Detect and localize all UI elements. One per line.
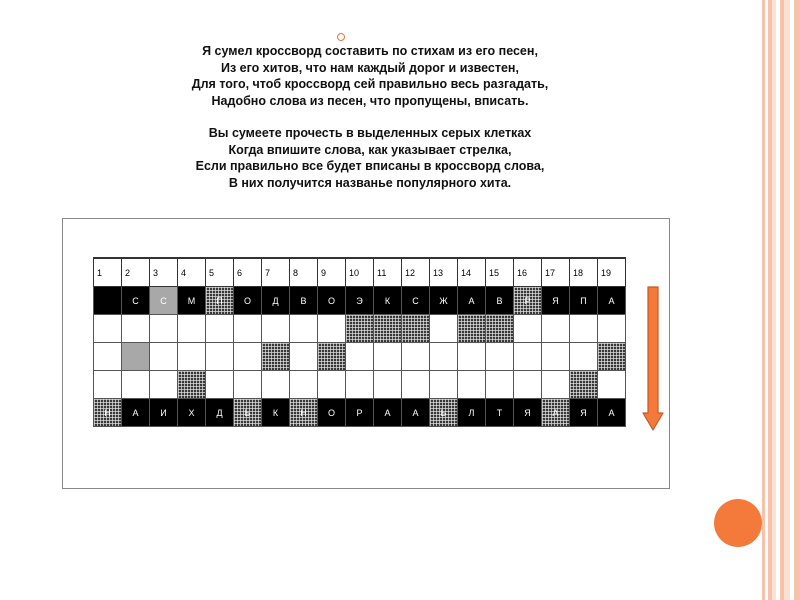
poem-line: В них получится названье популярного хита. <box>228 175 512 190</box>
crossword-cell[interactable] <box>262 315 290 343</box>
column-number: 7 <box>262 258 290 287</box>
crossword-cell[interactable]: К <box>262 399 290 427</box>
crossword-cell[interactable] <box>346 315 374 343</box>
column-number: 8 <box>290 258 318 287</box>
crossword-cell[interactable]: О <box>318 287 346 315</box>
poem-text <box>100 43 640 191</box>
crossword-cell[interactable] <box>542 315 570 343</box>
right-stripe-decoration <box>762 0 800 600</box>
crossword-cell[interactable] <box>374 343 402 371</box>
column-number: 2 <box>122 258 150 287</box>
crossword-cell[interactable] <box>430 343 458 371</box>
crossword-cell[interactable] <box>290 343 318 371</box>
crossword-cell[interactable]: П <box>206 287 234 315</box>
crossword-cell[interactable] <box>570 343 598 371</box>
grid-row <box>94 371 626 399</box>
column-number: 9 <box>318 258 346 287</box>
crossword-cell[interactable]: А <box>458 287 486 315</box>
crossword-cell[interactable] <box>514 315 542 343</box>
crossword-cell[interactable]: Я <box>570 399 598 427</box>
crossword-cell[interactable]: Ж <box>430 287 458 315</box>
column-number: 18 <box>570 258 598 287</box>
crossword-grid <box>93 257 626 427</box>
crossword-cell[interactable] <box>262 343 290 371</box>
crossword-cell[interactable]: Н <box>290 399 318 427</box>
crossword-cell[interactable]: Д <box>206 399 234 427</box>
stanza-gap <box>100 109 640 125</box>
crossword-cell[interactable]: Р <box>514 287 542 315</box>
orange-circle-icon <box>714 499 762 547</box>
grid-row <box>94 315 626 343</box>
crossword-cell[interactable] <box>374 371 402 399</box>
column-number: 11 <box>374 258 402 287</box>
crossword-cell[interactable]: Ь <box>234 399 262 427</box>
crossword-cell[interactable] <box>402 315 430 343</box>
crossword-cell[interactable] <box>542 371 570 399</box>
crossword-cell[interactable] <box>598 315 626 343</box>
crossword-cell[interactable] <box>122 371 150 399</box>
crossword-cell[interactable] <box>94 371 122 399</box>
crossword-cell[interactable] <box>458 371 486 399</box>
crossword-cell[interactable]: М <box>178 287 206 315</box>
column-number: 14 <box>458 258 486 287</box>
crossword-cell[interactable] <box>178 343 206 371</box>
crossword-cell[interactable] <box>122 315 150 343</box>
crossword-cell[interactable] <box>94 287 122 315</box>
crossword-cell[interactable]: К <box>374 287 402 315</box>
poem-line: Вы сумеете прочесть в выделенных серых клетках <box>208 126 532 140</box>
crossword-cell[interactable] <box>150 371 178 399</box>
crossword-cell[interactable] <box>542 343 570 371</box>
crossword-cell[interactable]: А <box>402 399 430 427</box>
crossword-cell[interactable] <box>206 371 234 399</box>
crossword-cell[interactable]: Т <box>486 399 514 427</box>
crossword-cell[interactable] <box>318 315 346 343</box>
column-number: 10 <box>346 258 374 287</box>
crossword-cell[interactable]: И <box>150 399 178 427</box>
circle-bullet-icon <box>337 33 345 41</box>
crossword-cell[interactable] <box>514 343 542 371</box>
crossword-cell[interactable] <box>150 315 178 343</box>
column-number: 16 <box>514 258 542 287</box>
crossword-cell[interactable]: В <box>290 287 318 315</box>
crossword-cell[interactable]: Д <box>262 287 290 315</box>
crossword-cell[interactable]: А <box>542 399 570 427</box>
crossword-cell[interactable]: О <box>234 287 262 315</box>
crossword-cell[interactable] <box>178 315 206 343</box>
column-number: 6 <box>234 258 262 287</box>
crossword-cell[interactable] <box>402 371 430 399</box>
crossword-cell[interactable]: Р <box>346 399 374 427</box>
crossword-cell[interactable] <box>458 343 486 371</box>
poem-line: Надобно слова из песен, что пропущены, вписать. <box>211 93 529 108</box>
crossword-cell[interactable]: А <box>122 399 150 427</box>
crossword-cell[interactable] <box>374 315 402 343</box>
crossword-cell[interactable] <box>430 371 458 399</box>
crossword-cell[interactable] <box>514 371 542 399</box>
crossword-cell[interactable] <box>598 371 626 399</box>
grid-row <box>94 287 626 315</box>
crossword-cell[interactable]: А <box>598 399 626 427</box>
column-number-row <box>94 258 626 287</box>
grid-row <box>94 343 626 371</box>
crossword-cell[interactable] <box>458 315 486 343</box>
crossword-cell[interactable]: Х <box>178 399 206 427</box>
crossword-cell[interactable] <box>346 371 374 399</box>
crossword-cell[interactable] <box>234 343 262 371</box>
crossword-cell[interactable]: А <box>598 287 626 315</box>
column-number: 15 <box>486 258 514 287</box>
poem-line: Я сумел кроссворд составить по стихам из его песен, <box>202 44 538 58</box>
crossword-cell[interactable]: А <box>374 399 402 427</box>
column-number: 5 <box>206 258 234 287</box>
crossword-cell[interactable]: Н <box>94 399 122 427</box>
column-number: 3 <box>150 258 178 287</box>
crossword-cell[interactable]: П <box>570 287 598 315</box>
column-number: 19 <box>598 258 626 287</box>
poem-line: Если правильно все будет вписаны в кроссворд слова, <box>195 159 545 173</box>
down-arrow-icon <box>642 286 664 432</box>
crossword-cell[interactable]: О <box>318 399 346 427</box>
crossword-cell[interactable] <box>486 315 514 343</box>
crossword-cell[interactable] <box>570 371 598 399</box>
column-number: 12 <box>402 258 430 287</box>
crossword-cell[interactable]: Л <box>458 399 486 427</box>
crossword-cell[interactable] <box>150 343 178 371</box>
poem-line: Для того, чтоб кроссворд сей правильно весь разгадать, <box>191 77 549 91</box>
crossword-cell[interactable]: С <box>402 287 430 315</box>
column-number: 1 <box>94 258 122 287</box>
crossword-cell[interactable] <box>262 371 290 399</box>
crossword-cell[interactable] <box>570 315 598 343</box>
crossword-cell[interactable]: В <box>486 287 514 315</box>
crossword-cell[interactable] <box>234 315 262 343</box>
crossword-cell[interactable]: С <box>150 287 178 315</box>
grid-row <box>94 399 626 427</box>
crossword-cell[interactable]: Э <box>346 287 374 315</box>
crossword-cell[interactable] <box>206 343 234 371</box>
crossword-cell[interactable] <box>206 315 234 343</box>
poem-line: Когда впишите слова, как указывает стрелка, <box>228 142 512 157</box>
crossword-cell[interactable] <box>346 343 374 371</box>
column-number: 17 <box>542 258 570 287</box>
crossword-cell[interactable]: С <box>122 287 150 315</box>
crossword-cell[interactable] <box>94 343 122 371</box>
crossword-cell[interactable] <box>402 343 430 371</box>
crossword-cell[interactable] <box>122 343 150 371</box>
crossword-cell[interactable] <box>598 343 626 371</box>
poem-line: Из его хитов, что нам каждый дорог и известен, <box>221 60 519 75</box>
crossword-cell[interactable] <box>234 371 262 399</box>
crossword-cell[interactable]: Ь <box>430 399 458 427</box>
crossword-cell[interactable] <box>94 315 122 343</box>
crossword-cell[interactable] <box>486 343 514 371</box>
crossword-cell[interactable]: Я <box>542 287 570 315</box>
crossword-cell[interactable]: Я <box>514 399 542 427</box>
crossword-cell[interactable] <box>178 371 206 399</box>
crossword-cell[interactable] <box>318 343 346 371</box>
crossword-cell[interactable] <box>486 371 514 399</box>
crossword-cell[interactable] <box>290 371 318 399</box>
column-number: 4 <box>178 258 206 287</box>
column-number: 13 <box>430 258 458 287</box>
crossword-cell[interactable] <box>318 371 346 399</box>
crossword-cell[interactable] <box>290 315 318 343</box>
crossword-cell[interactable] <box>430 315 458 343</box>
